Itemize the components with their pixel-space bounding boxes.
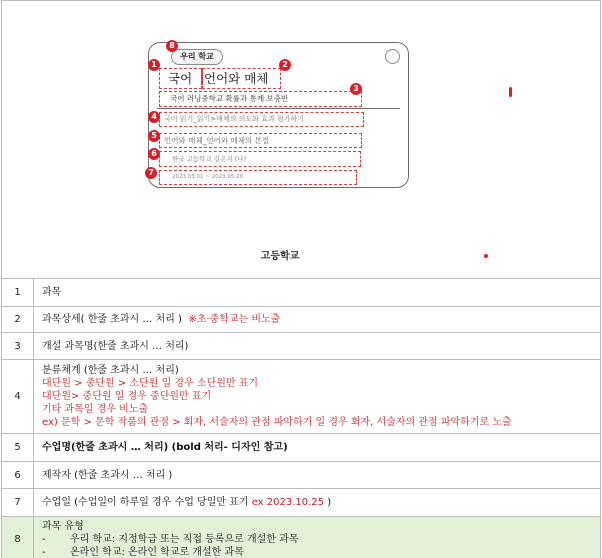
table-row — [2, 517, 601, 558]
subject-detail-label: 언어와 매체 — [202, 68, 281, 89]
annotation-badge-5: 5 — [148, 130, 160, 142]
table-row — [2, 307, 601, 333]
rule-line: 대단원> 중단원 일 경우 중단원만 표기 — [42, 391, 212, 402]
annotation-badge-4: 4 — [148, 111, 160, 123]
rule-line: 기타 과목일 경우 비노출 — [42, 404, 149, 415]
course-name-label: 국어 러닝중학교 확률과 통계 보충반 — [159, 91, 362, 107]
school-type-tag: 우리 학교 — [171, 49, 223, 65]
subject-label: 국어 — [159, 68, 202, 89]
row-note: ※초·중학교는 비노출 — [188, 314, 281, 325]
annotation-badge-8: 8 — [166, 40, 178, 52]
table-row — [2, 279, 601, 307]
table-row — [2, 360, 601, 434]
row-number: 5 — [2, 434, 34, 462]
category-label: 국어 읽기_읽기>매체의 의도와 효과 평가하기 — [159, 112, 364, 127]
school-level-caption: 고등학교 — [260, 251, 300, 262]
row-description: 과목 유형 - 우리 학교: 지정학급 또는 직접 등록으로 개설한 과목 - 온라인 학교: 온라인 학교로 개설한 과목 — [34, 517, 601, 558]
row-number: 8 — [2, 517, 34, 558]
row-description: 과목 — [34, 279, 601, 307]
annotation-badge-7: 7 — [145, 167, 157, 179]
rule-line: ex) 문학 > 문학 작품의 관점 > 회자, 서술자의 관점 파악하기 일 경우 회자, 서술자의 관점 파악하기로 노출 — [42, 417, 512, 428]
row-description: 수업명(한줄 초과시 … 처리) (bold 처리- 디자인 참고) — [34, 434, 601, 462]
class-name-label: 언어와 매체_언어와 매체의 본질 — [159, 133, 362, 148]
row-note: ex 2023.10.25 — [251, 497, 325, 508]
table-row — [2, 333, 601, 360]
row-number: 4 — [2, 360, 34, 434]
maker-label: 한국 고등학교 김은지 (나) — [159, 151, 361, 167]
row-number: 6 — [2, 462, 34, 489]
more-circle-icon[interactable] — [385, 49, 400, 64]
table-row — [2, 489, 601, 517]
row-description: 제작자 (한줄 초과시 … 처리 ) — [34, 462, 601, 489]
row-number: 3 — [2, 333, 34, 360]
row-description: 과목상세( 한줄 초과시 … 처리 ) ※초·중학교는 비노출 — [34, 307, 601, 333]
date-range-label: 2023.03.01 ~ 2023.05.20 — [159, 170, 357, 185]
row-number: 1 — [2, 279, 34, 307]
rule-line: 대단원 > 중단원 > 소단원 일 경우 소단원만 표기 — [42, 378, 259, 389]
row-description: 개설 과목명(한줄 초과시 … 처리) — [34, 333, 601, 360]
list-item: - 우리 학교: 지정학급 또는 직접 등록으로 개설한 과목 — [42, 534, 299, 545]
row-description: 분류체계 (한줄 초과시 … 처리) 대단원 > 중단원 > 소단원 일 경우 소단원만 표기 대단원> 중단원 일 경우 중단원만 표기 기타 과목일 경우 비노출 ex) 문학 > 문학 작품의 관점 > 회자, 서술자의 관점 파악하기 일 경우 회자, 서술자의 관점 파악하기로 노출 — [34, 360, 601, 434]
annotation-badge-6: 6 — [148, 148, 160, 160]
annotation-badge-1: 1 — [148, 59, 160, 71]
spec-table — [1, 278, 601, 558]
row-number: 2 — [2, 307, 34, 333]
list-item: - 온라인 학교: 온라인 학교로 개설한 과목 — [42, 547, 244, 558]
card-divider — [157, 108, 400, 109]
annotation-badge-3: 3 — [350, 83, 362, 95]
annotation-badge-2: 2 — [279, 59, 291, 71]
table-row — [2, 462, 601, 489]
red-stroke-mark — [509, 87, 512, 97]
row-description: 수업일 (수업일이 하루일 경우 수업 당일만 표기 ex 2023.10.25 ) — [34, 489, 601, 517]
row-number: 7 — [2, 489, 34, 517]
table-row — [2, 434, 601, 462]
